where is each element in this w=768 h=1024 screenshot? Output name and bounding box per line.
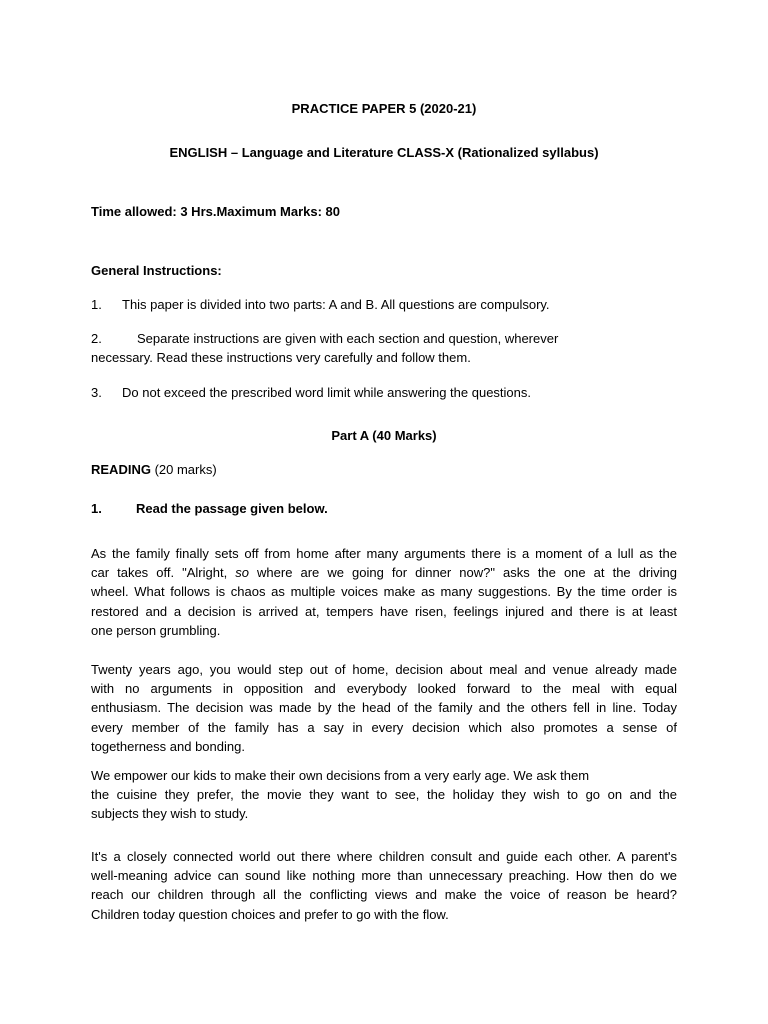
passage-line: togetherness and bonding. <box>91 738 245 754</box>
passage-line: reach our children through all the conflicting views and make the voice of reason be heard? <box>91 887 677 903</box>
instruction-1-text: This paper is divided into two parts: A and B. All questions are compulsory. <box>122 297 550 312</box>
passage-line: one person grumbling. <box>91 622 221 638</box>
passage-line: well-meaning advice can sound like nothing more than unnecessary preaching. How then do we <box>91 868 677 884</box>
instruction-3-number: 3. <box>91 385 102 400</box>
passage-line: wheel. What follows is chaos as multiple voices make as many suggestions. By the time order is <box>91 584 677 600</box>
passage-line: subjects they wish to study. <box>91 806 249 822</box>
passage-paragraph-1 <box>91 544 677 640</box>
paper-subtitle: ENGLISH – Language and Literature CLASS-X (Rationalized syllabus) <box>169 145 599 160</box>
passage-line: restored and a decision is arrived at, tempers have risen, feelings injured and there is at least <box>91 603 677 619</box>
passage-paragraph-2 <box>91 660 677 756</box>
time-and-marks: Time allowed: 3 Hrs.Maximum Marks: 80 <box>91 204 341 219</box>
passage-line: Twenty years ago, you would step out of home, decision about meal and venue already made <box>91 662 677 677</box>
instruction-2-text: Separate instructions are given with each section and question, wherever <box>137 331 559 346</box>
passage-line: Children today question choices and prefer to go with the flow. <box>91 906 449 922</box>
instruction-1-number: 1. <box>91 297 102 312</box>
reading-section-heading <box>91 462 217 478</box>
passage-line: enthusiasm. The decision was made by the head of the family and the others fell in line. Today <box>91 700 677 716</box>
part-a-heading: Part A (40 Marks) <box>331 428 437 443</box>
question-1-prompt: Read the passage given below. <box>136 501 328 516</box>
reading-label: READING <box>91 462 151 477</box>
passage-line: It's a closely connected world out there where children consult and guide each other. A parent's <box>91 849 677 864</box>
instructions-heading: General Instructions: <box>91 263 222 278</box>
instruction-2-number: 2. <box>91 331 102 346</box>
passage-line: We empower our kids to make their own decisions from a very early age. We ask them <box>91 768 590 783</box>
passage-line: As the family finally sets off from home after many arguments there is a moment of a lull as the <box>91 546 677 561</box>
question-1-number: 1. <box>91 501 102 516</box>
passage-line: the cuisine they prefer, the movie they want to see, the holiday they wish to go on and the <box>91 787 677 803</box>
passage-line: every member of the family has a say in every decision which also promotes a sense of <box>91 719 677 735</box>
passage-paragraph-4 <box>91 847 677 924</box>
instruction-3-text: Do not exceed the prescribed word limit while answering the questions. <box>122 385 531 400</box>
reading-marks: (20 marks) <box>150 462 217 477</box>
passage-line: with no arguments in opposition and everybody looked forward to the meal with equal <box>91 681 677 697</box>
paper-title: PRACTICE PAPER 5 (2020-21) <box>291 101 477 116</box>
passage-line: car takes off. "Alright, so where are we going for dinner now?" asks the one at the driving <box>91 565 677 581</box>
passage-paragraph-3 <box>91 766 677 824</box>
instruction-2-text-continued: necessary. Read these instructions very carefully and follow them. <box>91 350 471 365</box>
emphasis-word: so <box>235 565 249 581</box>
